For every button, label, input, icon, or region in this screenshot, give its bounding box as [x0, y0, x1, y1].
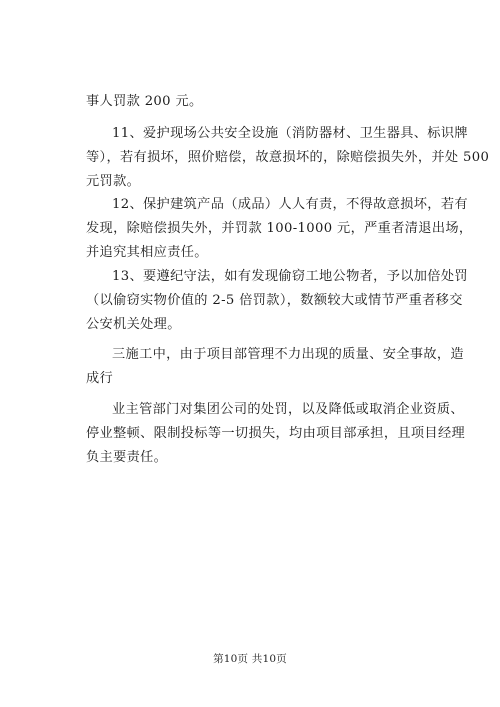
text-line: 事人罚款 200 元。: [86, 94, 203, 109]
text-line: 负主要责任。: [86, 450, 168, 465]
text-line: 成行: [86, 371, 114, 386]
text-line: 13、要遵纪守法，如有发现偷窃工地公物者，予以加倍处罚: [112, 269, 468, 284]
text-line: 三施工中，由于项目部管理不力出现的质量、安全事故，造: [112, 347, 464, 362]
text-line: 发现，除赔偿损失外，并罚款 100-1000 元，严重者清退出场，: [86, 221, 473, 236]
text-line: （以偷窃实物价值的 2-5 倍罚款），数额较大或情节严重者移交: [86, 293, 463, 308]
text-line: 等），若有损坏，照价赔偿，故意损坏的，除赔偿损失外，并处 500: [86, 150, 490, 165]
text-line: 停业整顿、限制投标等一切损失，均由项目部承担，且项目经理: [86, 426, 466, 441]
text-line: 公安机关处理。: [86, 317, 181, 332]
text-line: 元罚款。: [86, 174, 141, 189]
page-number-footer: 第10页 共10页: [213, 653, 287, 665]
text-line: 并追究其相应责任。: [86, 245, 208, 260]
text-line: 11、爱护现场公共安全设施（消防器材、卫生器具、标识牌: [112, 126, 468, 141]
text-line: 12、保护建筑产品（成品）人人有责，不得故意损坏，若有: [112, 197, 468, 212]
text-line: 业主管部门对集团公司的处罚，以及降低或取消企业资质、: [112, 402, 464, 417]
